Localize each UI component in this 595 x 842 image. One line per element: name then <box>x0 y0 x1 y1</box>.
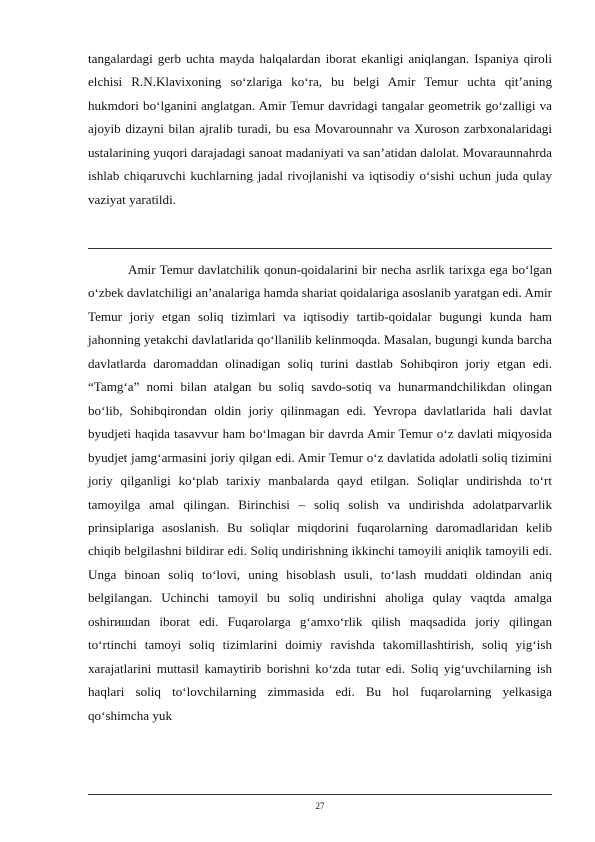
page-number: 27 <box>315 801 325 811</box>
footer-divider <box>88 794 552 795</box>
body-paragraph-coins: tangalardagi gerb uchta mayda halqalardan iborat ekanligi aniqlangan. Ispaniya qiroli elchisi R.N.Klavixoning so‘zlariga ko‘ra, bu belgi Amir Temur uchta qit’aning hukmdori bo‘lganini anglatgan. Amir Temur davridagi tangalar geometrik go‘zalligi va ajoyib dizayni bilan ajralib turadi, bu esa Movarounnahr va Xuroson zarbxonalaridagi ustalarining yuqori darajadagi sanoat madaniyati va san’atidan dalolat. Movaraunnahrda ishlab chiqaruvchi kuchlarning jadal rivojlanishi va iqtisodiy o‘sishi uchun juda qulay vaziyat yaratildi. <box>88 51 552 207</box>
section-divider <box>88 248 552 249</box>
body-paragraph-taxation: Amir Temur davlatchilik qonun-qoidalarini bir necha asrlik tarixga ega bo‘lgan o‘zbek davlatchiligi an’analariga hamda shariat qoidalariga asoslanib yaratgan edi. Amir Temur joriy etgan soliq tizimlari va iqtisodiy tartib-qoidalar bugungi kunda ham jahonning yetakchi davlatlarida qo‘llanilib kelinmoqda. Masalan, bugungi kunda barcha davlatlarda daromaddan olinadigan soliq turini dastlab Sohibqiron joriy etgan edi. “Tamg‘a” nomi bilan atalgan bu soliq savdo-sotiq va hunarmandchilikdan olingan bo‘lib, Sohibqirondan oldin joriy qilinmagan edi. Yevropa davlatlarida hali davlat byudjeti haqida tasavvur ham bo‘lmagan bir davrda Amir Temur o‘z davlati miqyosida byudjet jamg‘armasini joriy qilgan edi. Amir Temur o‘z davlatida adolatli soliq tizimini joriy qilganligi ko‘plab tarixiy manbalarda qayd etilgan. Soliqlar undirishda to‘rt tamoyilga amal qilingan. Birinchisi – soliq solish va undirishda adolatparvarlik prinsiplariga asoslanish. Bu soliqlar miqdorini fuqarolarning daromadlaridan kelib chiqib belgilashni bildirar edi. Soliq undirishning ikkinchi tamoyili aniqlik tamoyili edi. Unga binoan soliq to‘lovi, uning hisoblash usuli, to‘lash muddati oldindan aniq belgilangan. Uchinchi tamoyil bu soliq undirishni aholiga qulay vaqtda amalga oshirишdan iborat edi. Fuqarolarga g‘amxo‘rlik qilish maqsadida joriy qilingan to‘rtinchi tamoyi soliq tizimlarini doimiy ravishda takomillashtirish, soliq yig‘ish xarajatlarini muttasil kamaytirib borishni ko‘zda tutar edi. Soliq yig‘uvchilarning ish haqlari soliq to‘lovchilarning zimmasida edi. Bu hol fuqarolarning yelkasiga qo‘shimcha yuk <box>88 262 552 723</box>
